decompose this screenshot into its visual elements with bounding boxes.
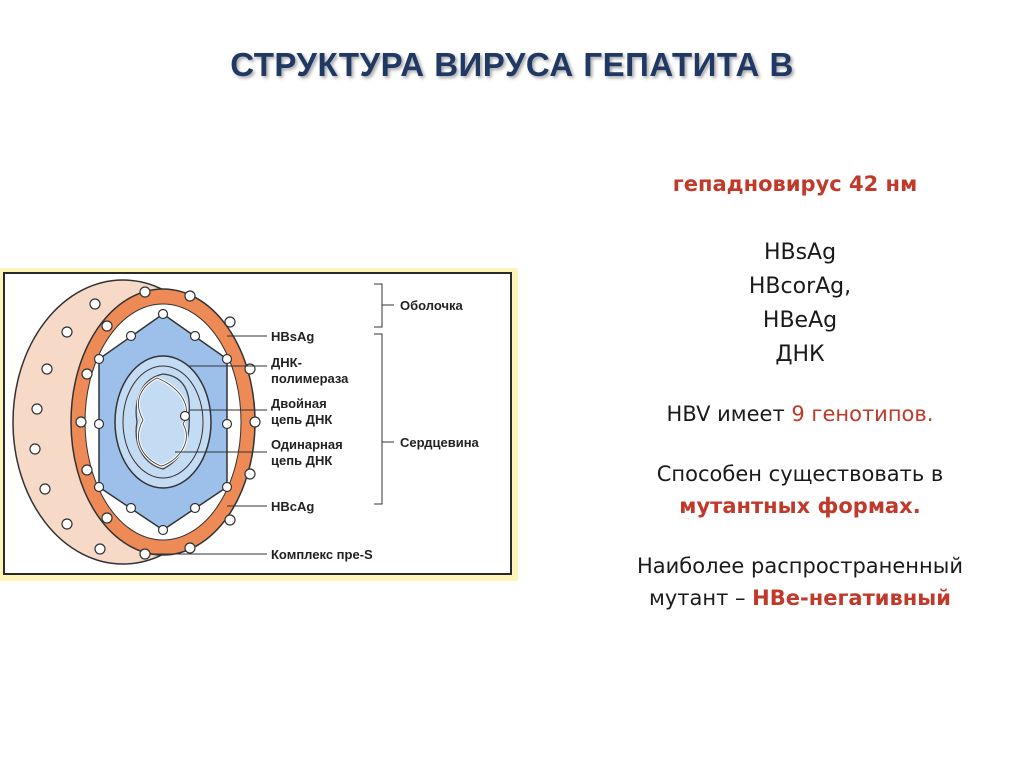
label-pre-s: Комплекс пре-S	[271, 547, 373, 562]
mutant-highlight: мутантных формах.	[679, 494, 921, 518]
bracket-core	[374, 334, 382, 504]
label-hbcag: HBcAg	[271, 499, 315, 514]
diagram-svg	[5, 274, 514, 577]
surface-dot	[62, 327, 72, 337]
surface-dot	[245, 469, 255, 479]
virus-diagram	[0, 268, 518, 581]
diagram-frame	[3, 272, 512, 575]
label-single-2: цепь ДНК	[271, 453, 333, 468]
core-dot	[223, 355, 232, 364]
core-dot	[127, 504, 136, 513]
surface-dot	[95, 544, 105, 554]
genotypes-highlight: 9 генотипов.	[791, 402, 934, 426]
core-dot	[159, 526, 168, 535]
virus-subtitle: гепадновирус 42 нм	[672, 172, 918, 196]
mutant-line	[590, 458, 1010, 522]
bracket-envelope	[374, 284, 382, 327]
surface-dot	[250, 417, 260, 427]
core-dot	[95, 483, 104, 492]
label-single-1: Одинарная	[271, 437, 343, 452]
antigen-item: HBcorAg,	[748, 274, 852, 299]
surface-dot	[32, 404, 42, 414]
surface-dot	[102, 321, 112, 331]
common-text-2: мутант –	[648, 586, 753, 610]
label-double-2: цепь ДНК	[271, 412, 333, 427]
surface-dot	[225, 317, 235, 327]
core-dot	[159, 310, 168, 319]
info-panel	[590, 172, 1010, 642]
core-dot	[223, 420, 232, 429]
surface-dot	[82, 465, 92, 475]
core-dot	[191, 332, 200, 341]
inner-core	[115, 356, 211, 488]
core-dot	[95, 420, 104, 429]
polymerase-dot	[181, 412, 190, 421]
surface-dot	[76, 417, 86, 427]
common-mutant-line	[590, 550, 1010, 614]
common-text-1: Наиболее распространенный	[636, 554, 963, 578]
common-text-2-row	[590, 582, 1010, 614]
core-dot	[223, 483, 232, 492]
antigen-item: HBeAg	[762, 308, 838, 333]
core-dot	[95, 355, 104, 364]
surface-dot	[90, 299, 100, 309]
label-envelope: Оболочка	[400, 298, 463, 313]
slide-title: СТРУКТУРА ВИРУСА ГЕПАТИТА В	[230, 46, 794, 83]
surface-dot	[185, 291, 195, 301]
surface-dot	[30, 444, 40, 454]
label-core: Сердцевина	[400, 435, 479, 450]
label-hbsag: HBsAg	[271, 329, 315, 344]
surface-dot	[140, 549, 150, 559]
surface-dot	[42, 364, 52, 374]
label-polymerase-1: ДНК-	[271, 355, 302, 370]
surface-dot	[102, 513, 112, 523]
surface-dot	[185, 543, 195, 553]
core-dot	[127, 332, 136, 341]
antigen-list	[590, 236, 1010, 372]
mutant-text: Способен существовать в	[656, 462, 944, 486]
core-dot	[191, 504, 200, 513]
surface-dot	[62, 519, 72, 529]
antigen-item: ДНК	[775, 342, 825, 367]
common-highlight: HBe-негативный	[752, 586, 951, 610]
label-polymerase-2: полимераза	[271, 371, 349, 386]
surface-dot	[40, 484, 50, 494]
surface-dot	[225, 515, 235, 525]
label-double-1: Двойная	[271, 396, 327, 411]
genotypes-prefix: HBV имеет	[666, 402, 792, 426]
surface-dot	[140, 287, 150, 297]
genotypes-line	[590, 398, 1010, 430]
antigen-item: HBsAg	[763, 240, 837, 265]
surface-dot	[82, 369, 92, 379]
